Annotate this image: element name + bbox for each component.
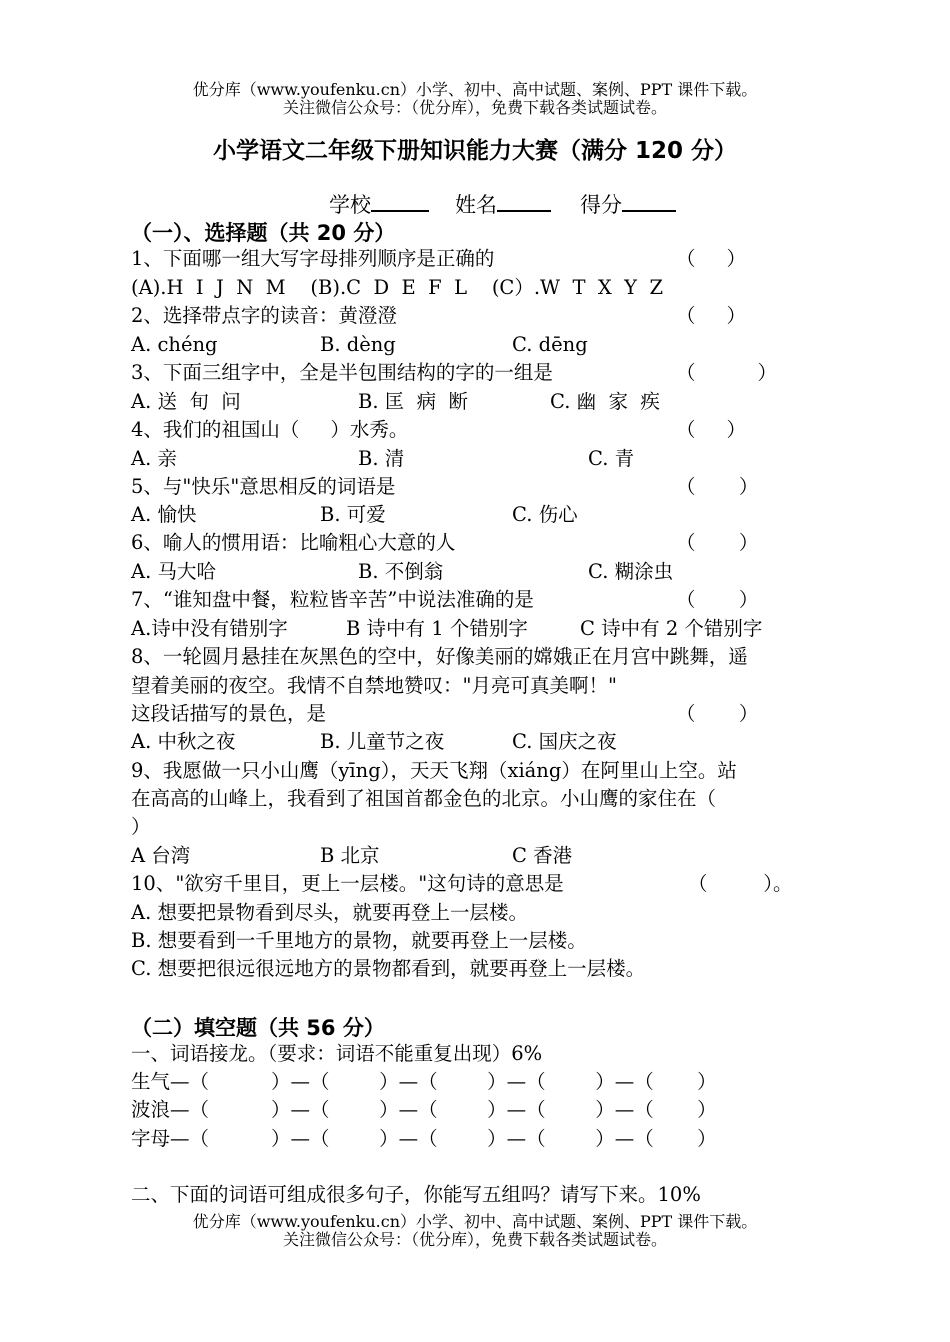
score-blank[interactable] (622, 192, 676, 212)
q8-option-c: C. 国庆之夜 (512, 730, 617, 753)
q2-option-b: B. dèng (320, 333, 396, 356)
q4-answer-paren[interactable]: （ ） (676, 418, 746, 441)
q10-option-a: A. 想要把景物看到尽头，就要再登上一层楼。 (131, 901, 528, 924)
q6-option-c: C. 糊涂虫 (588, 560, 674, 583)
q8-option-b: B. 儿童节之夜 (320, 730, 445, 753)
site-header-line1: 优分库（www.youfenku.cn）小学、初中、高中试题、案例、PPT 课件下载。 (192, 80, 758, 99)
info-name (455, 189, 551, 219)
q5-option-c: C. 伤心 (512, 503, 578, 526)
q9-text-line3: ） (131, 815, 151, 838)
q1-answer-paren[interactable]: （ ） (676, 247, 746, 270)
q7-answer-paren[interactable]: （ ） (676, 588, 759, 611)
info-score (580, 189, 676, 219)
name-label: 姓名 (455, 193, 497, 217)
section2-part1: 一、词语接龙。（要求：词语不能重复出现）6% (131, 1042, 543, 1065)
q3-text: 3、下面三组字中，全是半包围结构的字的一组是 (131, 361, 553, 384)
q2-answer-paren[interactable]: （ ） (676, 304, 746, 327)
score-label: 得分 (580, 193, 622, 217)
site-header-line2: 关注微信公众号：（优分库），免费下载各类试题试卷。 (282, 98, 667, 117)
q8-text-line3: 这段话描写的景色，是 (131, 702, 327, 725)
section2-part2: 二、下面的词语可组成很多句子，你能写五组吗？请写下来。10% (131, 1183, 701, 1206)
q5-text: 5、与"快乐"意思相反的词语是 (131, 475, 396, 498)
q8-text-line2: 望着美丽的夜空。我情不自禁地赞叹："月亮可真美啊！" (131, 674, 617, 697)
word-chain-row-3[interactable]: 字母—（ ）—（ ）—（ ）—（ ）—（ ） (131, 1127, 717, 1150)
q10-option-b: B. 想要看到一千里地方的景物，就要再登上一层楼。 (131, 929, 587, 952)
site-footer-line1: 优分库（www.youfenku.cn）小学、初中、高中试题、案例、PPT 课件下载。 (192, 1212, 758, 1231)
q7-text: 7、“谁知盘中餐，粒粒皆辛苦”中说法准确的是 (131, 588, 534, 611)
school-blank[interactable] (371, 192, 429, 212)
q6-option-a: A. 马大哈 (131, 560, 216, 583)
q3-option-b: B. 匡 病 断 (358, 390, 469, 413)
q8-answer-paren[interactable]: （ ） (676, 702, 759, 725)
q7-option-c: C 诗中有 2 个错别字 (580, 617, 763, 640)
q4-option-c: C. 青 (588, 447, 635, 470)
page-title: 小学语文二年级下册知识能力大赛（满分 120 分） (212, 138, 738, 164)
q9-text-line1: 9、我愿做一只小山鹰（yīng），天天飞翔（xiáng）在阿里山上空。站 (131, 759, 737, 782)
q9-text-line2: 在高高的山峰上，我看到了祖国首都金色的北京。小山鹰的家住在（ (131, 787, 717, 810)
q4-option-b: B. 清 (358, 447, 405, 470)
q5-answer-paren[interactable]: （ ） (676, 475, 759, 498)
q3-option-c: C. 幽 家 疾 (550, 390, 660, 413)
q9-option-c: C 香港 (512, 844, 573, 867)
q5-option-a: A. 愉快 (131, 503, 197, 526)
site-footer-line2: 关注微信公众号：（优分库），免费下载各类试题试卷。 (282, 1230, 667, 1249)
word-chain-row-2[interactable]: 波浪—（ ）—（ ）—（ ）—（ ）—（ ） (131, 1098, 717, 1121)
word-chain-row-1[interactable]: 生气—（ ）—（ ）—（ ）—（ ）—（ ） (131, 1070, 717, 1093)
q10-option-c: C. 想要把很远很远地方的景物都看到，就要再登上一层楼。 (131, 957, 646, 980)
info-school (329, 189, 429, 219)
q6-answer-paren[interactable]: （ ） (676, 531, 759, 554)
q4-option-a: A. 亲 (131, 447, 177, 470)
q6-text: 6、喻人的惯用语：比喻粗心大意的人 (131, 531, 456, 554)
q8-option-a: A. 中秋之夜 (131, 730, 236, 753)
q8-text-line1: 8、一轮圆月悬挂在灰黑色的空中，好像美丽的嫦娥正在月宫中跳舞，遥 (131, 645, 748, 668)
q2-option-c: C. dēng (512, 333, 588, 356)
q7-option-a: A.诗中没有错别字 (131, 617, 288, 640)
q10-answer-paren[interactable]: （ ）。 (688, 872, 793, 895)
school-label: 学校 (329, 193, 371, 217)
q4-text: 4、我们的祖国山（ ）水秀。 (131, 418, 409, 441)
q9-option-b: B 北京 (320, 844, 380, 867)
q1-options: (A).H I J N M (B).C D E F L (C）.W T X Y Z (131, 276, 663, 299)
q3-option-a: A. 送 旬 问 (131, 390, 241, 413)
q1-text: 1、下面哪一组大写字母排列顺序是正确的 (131, 247, 495, 270)
q2-option-a: A. chéng (131, 333, 218, 356)
section2-heading: （二）填空题（共 56 分） (131, 1016, 385, 1040)
q6-option-b: B. 不倒翁 (358, 560, 444, 583)
q2-text: 2、选择带点字的读音：黄澄澄 (131, 304, 397, 327)
name-blank[interactable] (497, 192, 551, 212)
q10-text: 10、"欲穷千里目，更上一层楼。"这句诗的意思是 (131, 872, 564, 895)
q9-option-a: A 台湾 (131, 844, 191, 867)
q5-option-b: B. 可爱 (320, 503, 386, 526)
section1-heading: （一）、选择题（共 20 分） (131, 221, 396, 245)
q3-answer-paren[interactable]: （ ） (676, 361, 777, 384)
q7-option-b: B 诗中有 1 个错别字 (346, 617, 528, 640)
